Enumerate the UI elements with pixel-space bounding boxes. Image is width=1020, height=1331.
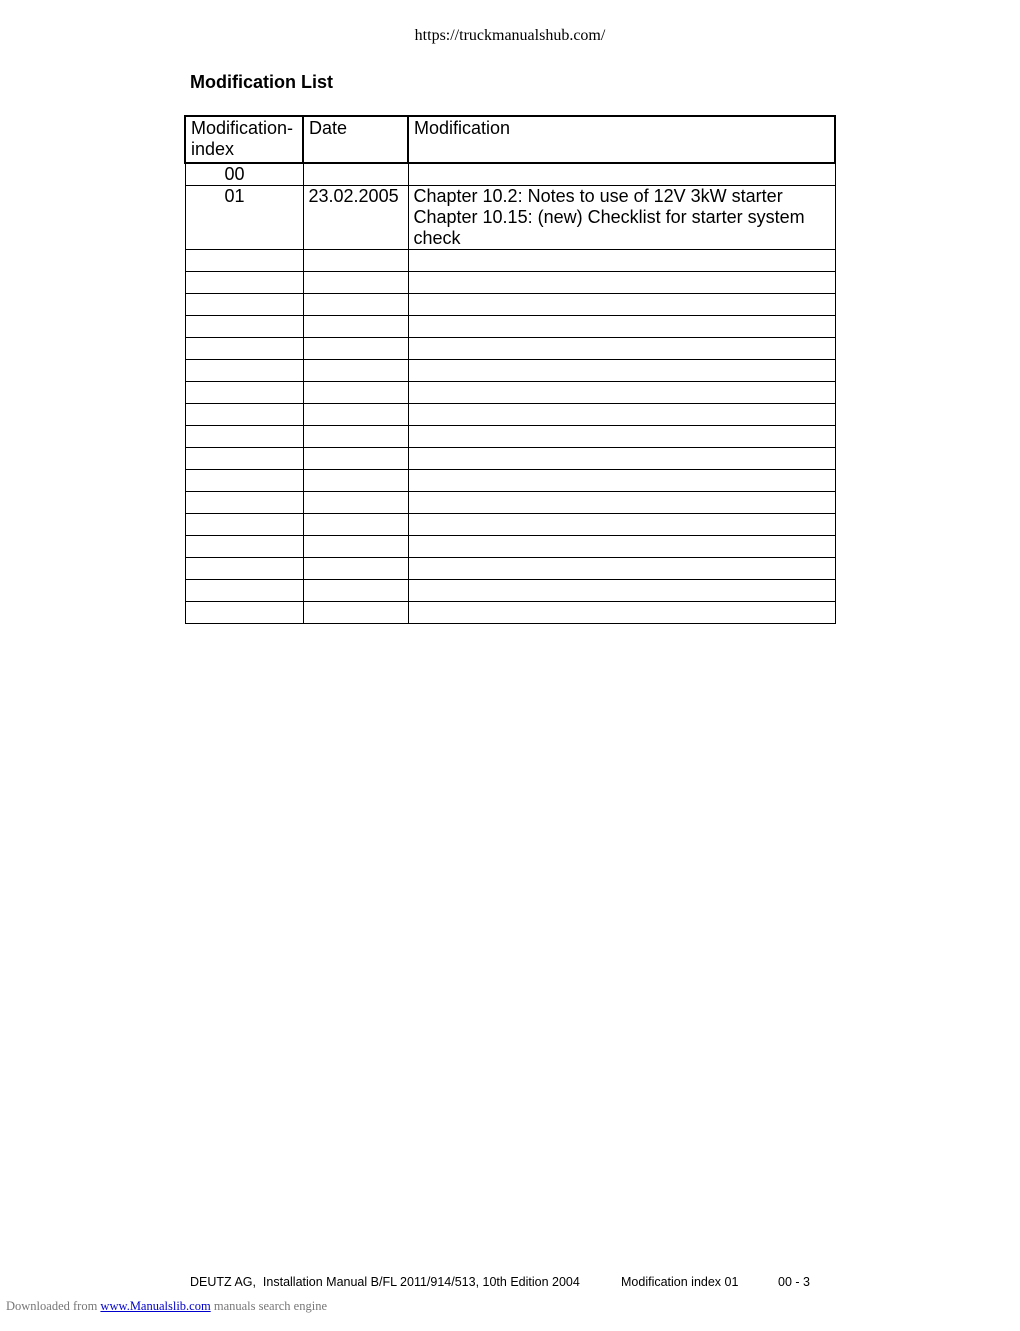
cell-date: 23.02.2005 [303,186,408,250]
empty-cell [303,558,408,580]
empty-cell [303,382,408,404]
empty-table-row [185,558,835,580]
empty-table-row [185,382,835,404]
empty-table-row [185,294,835,316]
empty-cell [185,360,303,382]
empty-table-row [185,426,835,448]
footer-document-info: DEUTZ AG, Installation Manual B/FL 2011/914/513, 10th Edition 2004 [190,1275,580,1289]
empty-cell [408,470,835,492]
empty-table-row [185,316,835,338]
empty-cell [408,338,835,360]
empty-cell [185,536,303,558]
empty-cell [185,294,303,316]
empty-cell [185,404,303,426]
empty-cell [303,360,408,382]
table-header-row [185,116,835,163]
empty-cell [408,602,835,624]
table-row [185,163,835,186]
empty-cell [408,580,835,602]
empty-cell [303,492,408,514]
column-header-date: Date [303,116,408,163]
empty-table-row [185,448,835,470]
empty-cell [303,470,408,492]
empty-cell [408,448,835,470]
download-notice [6,1299,327,1314]
empty-table-row [185,250,835,272]
empty-cell [303,426,408,448]
empty-table-row [185,602,835,624]
modification-line: Chapter 10.2: Notes to use of 12V 3kW starter [413,186,783,206]
empty-cell [185,426,303,448]
empty-cell [408,426,835,448]
download-prefix: Downloaded from [6,1299,98,1313]
cell-modification-index: 01 [185,186,303,250]
cell-modification-index: 00 [185,163,303,186]
empty-cell [303,448,408,470]
footer-modification-index: Modification index 01 [621,1275,739,1289]
empty-cell [408,558,835,580]
empty-cell [185,470,303,492]
empty-cell [303,316,408,338]
manualslib-link[interactable]: www.Manualslib.com [100,1299,211,1313]
empty-cell [185,514,303,536]
empty-cell [185,602,303,624]
empty-cell [303,404,408,426]
empty-cell [303,272,408,294]
empty-table-row [185,272,835,294]
empty-cell [185,250,303,272]
column-header-index: Modification- index [185,116,303,163]
empty-cell [408,536,835,558]
empty-cell [408,294,835,316]
empty-cell [185,448,303,470]
empty-cell [303,338,408,360]
table-row [185,186,835,250]
empty-cell [408,514,835,536]
empty-cell [408,272,835,294]
cell-modification [408,186,835,250]
empty-cell [303,536,408,558]
empty-table-row [185,492,835,514]
empty-cell [303,250,408,272]
empty-table-row [185,536,835,558]
empty-cell [185,580,303,602]
empty-table-row [185,580,835,602]
empty-cell [408,316,835,338]
modification-line: Chapter 10.15: (new) Checklist for starter system check [413,207,805,248]
modification-table [184,115,836,624]
empty-cell [303,580,408,602]
footer-page-number: 00 - 3 [778,1275,810,1289]
empty-table-row [185,338,835,360]
empty-cell [303,294,408,316]
empty-cell [408,360,835,382]
empty-cell [303,602,408,624]
empty-cell [185,558,303,580]
column-header-modification: Modification [408,116,835,163]
cell-modification [408,163,835,186]
empty-table-row [185,360,835,382]
empty-cell [185,338,303,360]
table-body [185,163,835,624]
empty-cell [408,404,835,426]
empty-cell [185,382,303,404]
empty-cell [303,514,408,536]
empty-table-row [185,404,835,426]
top-url: https://truckmanualshub.com/ [414,27,606,44]
empty-cell [408,492,835,514]
download-suffix: manuals search engine [213,1299,327,1313]
cell-date [303,163,408,186]
empty-cell [185,272,303,294]
empty-table-row [185,470,835,492]
empty-cell [408,250,835,272]
page-title: Modification List [190,72,333,92]
empty-cell [185,492,303,514]
empty-cell [408,382,835,404]
empty-table-row [185,514,835,536]
empty-cell [185,316,303,338]
